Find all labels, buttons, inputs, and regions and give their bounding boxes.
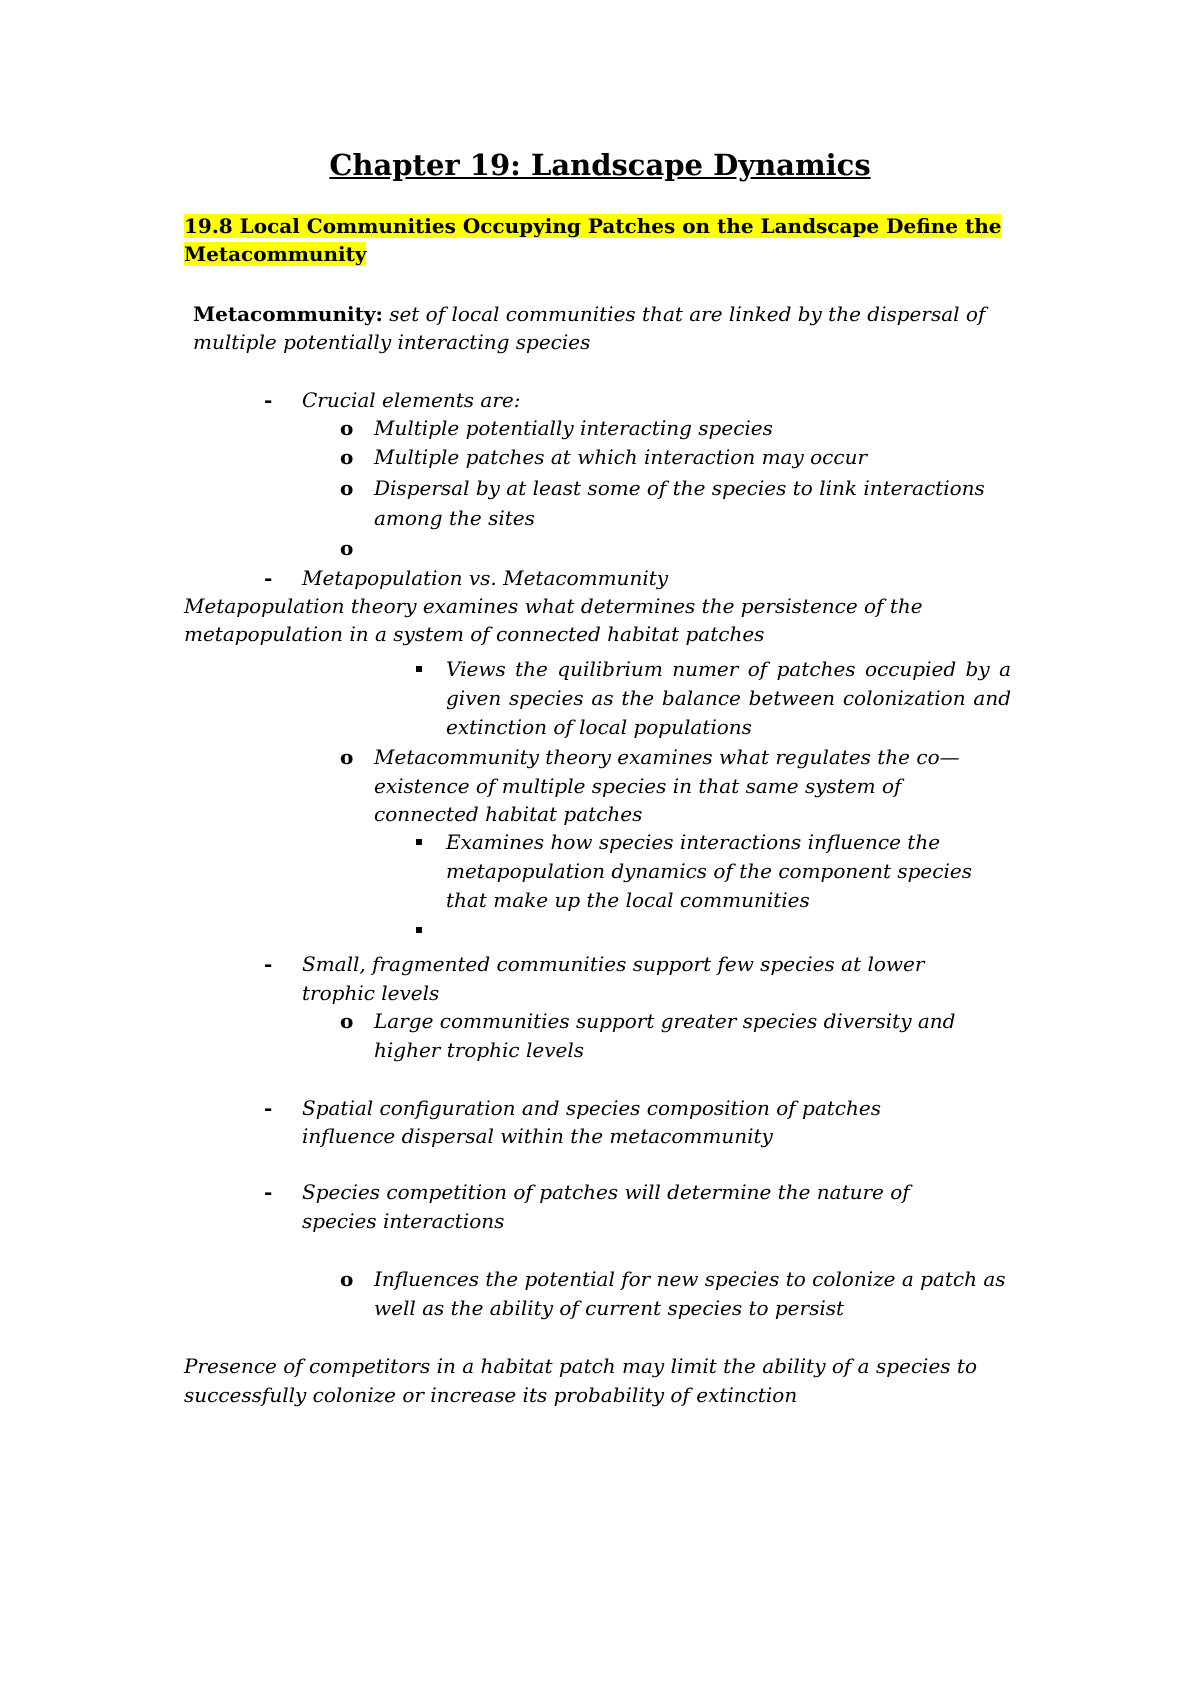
circle-bullet-empty: o: [340, 536, 354, 560]
large-communities-line-2: higher trophic levels: [374, 1038, 585, 1062]
metapopulation-theory-line-2: metapopulation in a system of connected habitat patches: [184, 622, 765, 646]
dash-bullet: -: [264, 1096, 273, 1120]
square-bullet: [416, 839, 422, 845]
competition-line-2: species interactions: [302, 1209, 505, 1233]
square-bullet: [416, 666, 422, 672]
examines-line-3: that make up the local communities: [446, 888, 810, 912]
page-title: Chapter 19: Landscape Dynamics: [329, 148, 871, 182]
dash-bullet: -: [264, 1180, 273, 1204]
examines-line-1: Examines how species interactions influence the: [446, 830, 941, 854]
examines-line-2: metapopulation dynamics of the component species: [446, 859, 972, 883]
section-heading-line-1: 19.8 Local Communities Occupying Patches on the Landscape Define the: [184, 214, 1002, 238]
circle-bullet: o: [340, 1009, 354, 1033]
section-heading-line-2: Metacommunity: [184, 242, 367, 266]
crucial-item-1: Multiple potentially interacting species: [374, 416, 773, 440]
circle-bullet: o: [340, 1267, 354, 1291]
circle-bullet: o: [340, 445, 354, 469]
dash-bullet: -: [264, 566, 273, 590]
circle-bullet: o: [340, 416, 354, 440]
crucial-item-3-line-2: among the sites: [374, 506, 535, 530]
small-communities-line-2: trophic levels: [302, 981, 440, 1005]
metapopulation-theory-line-1: Metapopulation theory examines what determines the persistence of the: [184, 594, 923, 618]
crucial-item-3-line-1: Dispersal by at least some of the species to link interactions: [374, 476, 985, 500]
definition-text: set of local communities that are linked by the dispersal of: [389, 302, 986, 326]
definition-term: Metacommunity:: [193, 302, 383, 326]
metacommunity-theory-line-1: Metacommunity theory examines what regulates the co—: [374, 745, 960, 769]
competition-line-1: Species competition of patches will determine the nature of: [302, 1180, 910, 1204]
influences-line-1: Influences the potential for new species to colonize a patch as: [374, 1267, 1006, 1291]
views-line-3: extinction of local populations: [446, 715, 752, 739]
dash-bullet: -: [264, 952, 273, 976]
small-communities-line-1: Small, fragmented communities support few species at lower: [302, 952, 925, 976]
square-bullet-empty: [416, 927, 422, 933]
views-line-1: Views the quilibrium numer of patches occupied by a: [446, 657, 1011, 681]
metacommunity-theory-line-2: existence of multiple species in that same system of: [374, 774, 902, 798]
circle-bullet: o: [340, 476, 354, 500]
crucial-elements-heading: Crucial elements are:: [302, 388, 521, 412]
influences-line-2: well as the ability of current species to persist: [374, 1296, 845, 1320]
views-line-2: given species as the balance between colonization and: [446, 686, 1011, 710]
definition-line-2: multiple potentially interacting species: [193, 330, 591, 354]
dash-bullet: -: [264, 388, 273, 412]
section-heading: [184, 212, 1004, 268]
crucial-item-2: Multiple patches at which interaction may occur: [374, 445, 868, 469]
metapopulation-vs-metacommunity: Metapopulation vs. Metacommunity: [302, 566, 669, 590]
presence-line-2: successfully colonize or increase its probability of extinction: [184, 1383, 798, 1407]
large-communities-line-1: Large communities support greater species diversity and: [374, 1009, 956, 1033]
presence-line-1: Presence of competitors in a habitat patch may limit the ability of a species to: [184, 1354, 977, 1378]
definition-line-1: [193, 300, 985, 328]
spatial-line-2: influence dispersal within the metacommunity: [302, 1124, 773, 1148]
metacommunity-theory-line-3: connected habitat patches: [374, 802, 643, 826]
spatial-line-1: Spatial configuration and species composition of patches: [302, 1096, 881, 1120]
circle-bullet: o: [340, 745, 354, 769]
